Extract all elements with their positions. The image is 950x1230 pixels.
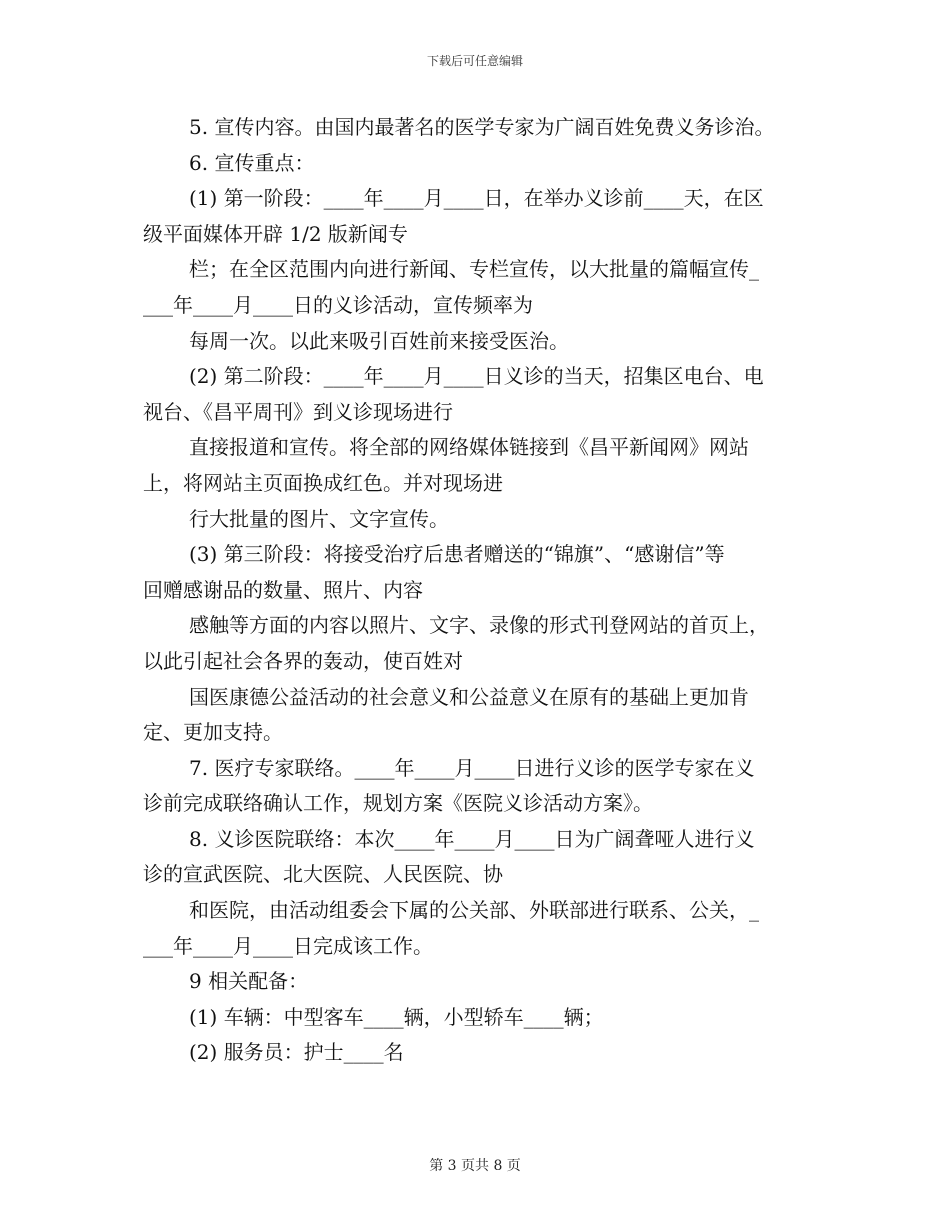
text-line: 栏；在全区范围内向进行新闻、专栏宣传，以大批量的篇幅宣传_ — [189, 257, 759, 282]
text-line: ___年____月____日完成该工作。 — [143, 933, 433, 958]
text-line: 上，将网站主页面换成红色。并对现场进 — [143, 470, 503, 495]
text-line: 定、更加支持。 — [143, 720, 283, 745]
text-line: 9 相关配备： — [189, 969, 309, 994]
text-line: 每周一次。以此来吸引百姓前来接受医治。 — [189, 328, 569, 353]
text-line: 行大批量的图片、文字宣传。 — [189, 506, 449, 531]
text-line: ___年____月____日的义诊活动，宣传频率为 — [143, 292, 533, 317]
text-line: 诊前完成联络确认工作，规划方案《医院义诊活动方案》。 — [143, 791, 653, 816]
text-line: 直接报道和宣传。将全部的网络媒体链接到《昌平新闻网》网站 — [189, 435, 749, 460]
text-line: (2) 第二阶段：____年____月____日义诊的当天，招集区电台、电 — [189, 364, 764, 389]
text-line: 6. 宣传重点： — [189, 150, 315, 175]
text-line: 和医院，由活动组委会下属的公关部、外联部进行联系、公关，_ — [189, 898, 759, 923]
text-line: 5. 宣传内容。由国内最著名的医学专家为广阔百姓免费义务诊治。 — [189, 115, 775, 139]
text-line: 感触等方面的内容以照片、文字、录像的形式刊登网站的首页上， — [189, 613, 769, 638]
page-header: 下载后可任意编辑 — [426, 54, 523, 68]
text-line: 级平面媒体开辟 1/2 版新闻专 — [143, 221, 408, 246]
text-line: 8. 义诊医院联络：本次____年____月____日为广阔聋哑人进行义 — [189, 826, 755, 851]
document-body — [143, 110, 815, 1071]
text-line: (1) 车辆：中型客车____辆，小型轿车____辆； — [189, 1004, 604, 1029]
text-line: (2) 服务员：护士____名 — [189, 1040, 404, 1065]
text-line: (1) 第一阶段：____年____月____日，在举办义诊前____天，在区 — [189, 186, 764, 211]
text-line: (3) 第三阶段：将接受治疗后患者赠送的“锦旗”、“感谢信”等 — [189, 542, 725, 567]
text-line: 7. 医疗专家联络。____年____月____日进行义诊的医学专家在义 — [189, 755, 755, 780]
text-line: 回赠感谢品的数量、照片、内容 — [143, 577, 423, 602]
text-line: 诊的宣武医院、北大医院、人民医院、协 — [143, 862, 503, 887]
page-footer: 第 3 页共 8 页 — [429, 1158, 521, 1174]
text-line: 以此引起社会各界的轰动，使百姓对 — [143, 648, 463, 673]
text-line: 视台、《昌平周刊》到义诊现场进行 — [143, 399, 453, 424]
text-line: 国医康德公益活动的社会意义和公益意义在原有的基础上更加肯 — [189, 684, 749, 709]
